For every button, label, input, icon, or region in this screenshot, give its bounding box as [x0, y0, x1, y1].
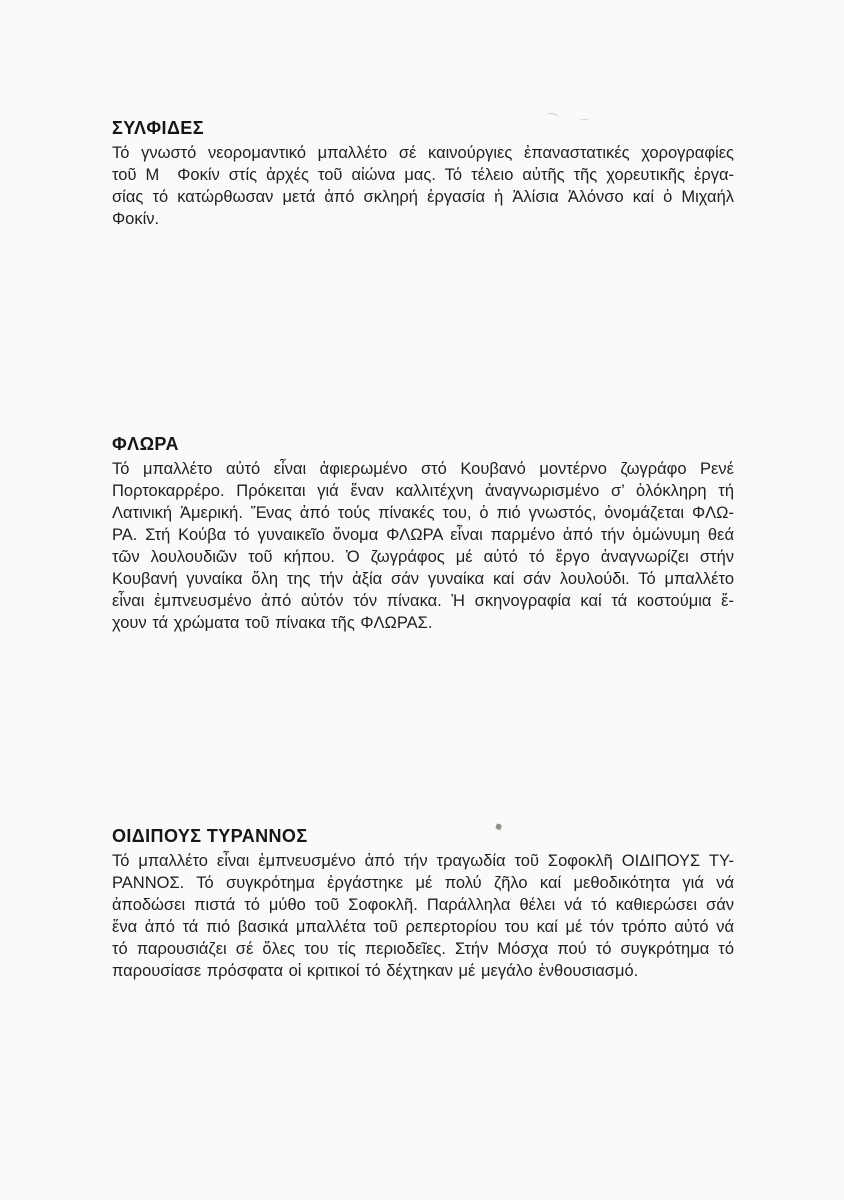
text-line: Κουβανή γυναίκα ὅλη της τήν ἀξία σάν γυναίκα καί σάν λουλούδι. Τό μπαλλέτο — [112, 570, 734, 588]
section-heading: ΦΛΩΡΑ — [112, 434, 179, 454]
text-line: ἀποδώσει πιστά τό μύθο τοῦ Σοφοκλῆ. Παράλληλα θέλει νά τό καθιερώσει σάν — [112, 896, 734, 914]
section-heading: ΣΥΛΦΙΔΕΣ — [112, 118, 204, 138]
section-flora — [112, 432, 734, 634]
section-oedipus-tyrannus — [112, 824, 734, 982]
text-line: τοῦ Μ Φοκίν στίς ἀρχές τοῦ αἰώνα μας. Τό τέλειο αὐτῆς τῆς χορευτικῆς ἐργα- — [112, 166, 734, 184]
text-line: ἕνα ἀπό τά πιό βασικά μπαλλέτα τοῦ ρεπερτορίου του καί μέ τόν τρόπο αὐτό νά — [112, 918, 734, 936]
text-line: εἶναι ἐμπνευσμένο ἀπό αὐτόν τόν πίνακα. Ἡ σκηνογραφία καί τά κοστούμια ἔ- — [112, 592, 734, 610]
text-line: τό παρουσιάζει σέ ὅλες του τίς περιοδεῖες. Στήν Μόσχα πού τό συγκρότημα τό — [112, 940, 734, 958]
text-line: ΡΑΝΝΟΣ. Τό συγκρότημα ἐργάστηκε μέ πολύ ζῆλο καί μεθοδικότητα γιά νά — [112, 874, 734, 892]
paragraph — [112, 850, 734, 982]
text-line: Τό γνωστό νεορομαντικό μπαλλέτο σέ καινούργιες ἐπαναστατικές χορογραφίες — [112, 144, 734, 162]
text-line: χουν τά χρώματα τοῦ πίνακα τῆς ΦΛΩΡΑΣ. — [112, 614, 433, 632]
section-heading: ΟΙΔΙΠΟΥΣ ΤΥΡΑΝΝΟΣ — [112, 826, 308, 846]
paragraph — [112, 458, 734, 634]
text-line: Πορτοκαρρέρο. Πρόκειται γιά ἕναν καλλιτέχνη ἀναγνωρισμένο σ’ ὁλόκληρη τή — [112, 482, 734, 500]
page-content — [112, 116, 734, 982]
paragraph — [112, 142, 734, 230]
text-line: Φοκίν. — [112, 210, 160, 228]
text-line: Τό μπαλλέτο αὐτό εἶναι ἀφιερωμένο στό Κουβανό μοντέρνο ζωγράφο Ρενέ — [112, 460, 734, 478]
text-line: σίας τό κατώρθωσαν μετά ἀπό σκληρή ἐργασία ἡ Ἀλίσια Ἀλόνσο καί ὁ Μιχαήλ — [112, 188, 734, 206]
text-line: τῶν λουλουδιῶν τοῦ κήπου. Ὁ ζωγράφος μέ αὐτό τό ἔργο ἀναγνωρίζει στήν — [112, 548, 734, 566]
text-line: Λατινική Ἀμερική. Ἕνας ἀπό τούς πίνακές του, ὁ πιό γνωστός, ὀνομάζεται ΦΛΩ- — [112, 504, 734, 522]
text-line: παρουσίασε πρόσφατα οἱ κριτικοί τό δέχτηκαν μέ μεγάλο ἐνθουσιασμό. — [112, 962, 639, 980]
text-line: ΡΑ. Στή Κούβα τό γυναικεῖο ὄνομα ΦΛΩΡΑ εἶναι παρμένο ἀπό τήν ὁμώνυμη θεά — [112, 526, 734, 544]
text-line: Τό μπαλλέτο εἶναι ἐμπνευσμένο ἀπό τήν τραγωδία τοῦ Σοφοκλῆ ΟΙΔΙΠΟΥΣ ΤΥ- — [112, 852, 734, 870]
section-sylphides — [112, 116, 734, 230]
